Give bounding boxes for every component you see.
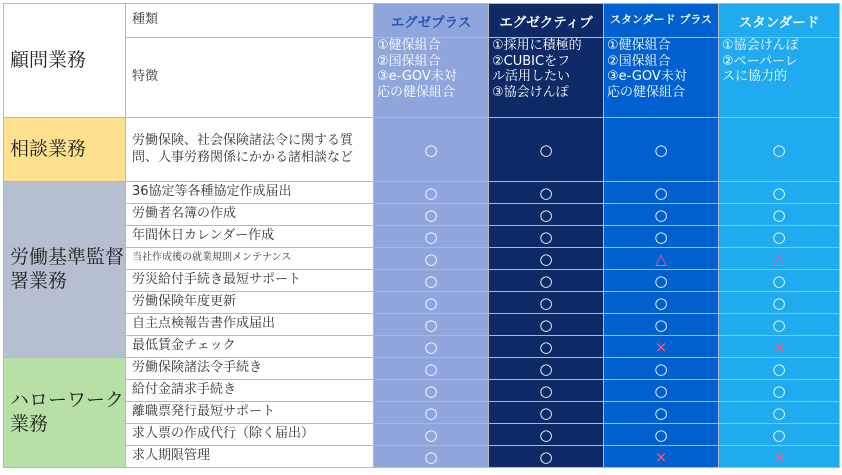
plan-features-exe-plus: ①健保組合 ②国保組合 ③e-GOV未対 応の健保組合 [374, 38, 489, 118]
mark-cell: ○ [374, 446, 489, 468]
mark-cell: ○ [719, 402, 840, 424]
row-label: 労働保険、社会保険諸法令に関する質問、人事労務関係にかかる諸相談など [126, 118, 374, 182]
mark-cell: × [719, 336, 840, 358]
row-label: 自主点検報告書作成届出 [126, 314, 374, 336]
plan-name-standard: スタンダード [719, 4, 840, 38]
mark-cell: ○ [489, 446, 604, 468]
mark-cell: ○ [374, 424, 489, 446]
mark-cell: ○ [374, 292, 489, 314]
table-row [4, 446, 840, 468]
mark-cell: ○ [374, 204, 489, 226]
mark-cell: ○ [719, 182, 840, 204]
table-row [4, 336, 840, 358]
mark-cell: ○ [374, 380, 489, 402]
row-label: 労働保険諸法令手続き [126, 358, 374, 380]
category-roudou-kijun: 労働基準監督署業務 [4, 182, 126, 358]
mark-cell: △ [604, 248, 719, 270]
mark-cell: ○ [719, 204, 840, 226]
row-label: 労災給付手続き最短サポート [126, 270, 374, 292]
row-label: 当社作成後の就業規則メンテナンス [126, 248, 374, 270]
mark-cell: ○ [719, 226, 840, 248]
table-row [4, 358, 840, 380]
mark-cell: ○ [489, 314, 604, 336]
mark-cell: ○ [489, 336, 604, 358]
mark-cell: ○ [489, 270, 604, 292]
mark-cell: ○ [719, 424, 840, 446]
mark-cell: × [604, 336, 719, 358]
mark-cell: ○ [374, 226, 489, 248]
plan-comparison-table [3, 3, 840, 468]
mark-cell: × [604, 446, 719, 468]
plan-name-executive: エグゼクティブ [489, 4, 604, 38]
mark-cell: × [719, 446, 840, 468]
category-komon: 顧問業務 [4, 4, 126, 118]
table-row [4, 226, 840, 248]
table-row [4, 292, 840, 314]
mark-cell: ○ [374, 248, 489, 270]
plan-features-standard-plus: ①健保組合 ②国保組合 ③e-GOV未対 応の健保組合 [604, 38, 719, 118]
row-label: 労働保険年度更新 [126, 292, 374, 314]
mark-cell: ○ [604, 358, 719, 380]
plan-features-standard: ①協会けんぽ ②ペーパーレ スに協力的 [719, 38, 840, 118]
row-label: 求人票の作成代行（除く届出） [126, 424, 374, 446]
mark-cell: ○ [604, 226, 719, 248]
row-label: 離職票発行最短サポート [126, 402, 374, 424]
mark-cell: ○ [489, 204, 604, 226]
mark-cell: ○ [604, 380, 719, 402]
category-hellowork: ハローワーク業務 [4, 358, 126, 468]
plan-name-exe-plus: エグゼプラス [374, 4, 489, 38]
table-row [4, 248, 840, 270]
mark-cell: ○ [604, 204, 719, 226]
header-type-label: 種類 [126, 4, 374, 38]
mark-cell: ○ [719, 380, 840, 402]
mark-cell: ○ [489, 118, 604, 182]
row-label: 36協定等各種協定作成届出 [126, 182, 374, 204]
table-row [4, 118, 840, 182]
mark-cell: ○ [374, 118, 489, 182]
row-label: 求人期限管理 [126, 446, 374, 468]
mark-cell: △ [719, 248, 840, 270]
mark-cell: ○ [719, 314, 840, 336]
mark-cell: ○ [374, 314, 489, 336]
category-sodan: 相談業務 [4, 118, 126, 182]
mark-cell: ○ [489, 248, 604, 270]
mark-cell: ○ [604, 118, 719, 182]
mark-cell: ○ [719, 292, 840, 314]
row-label: 年間休日カレンダー作成 [126, 226, 374, 248]
mark-cell: ○ [489, 292, 604, 314]
plan-features-executive: ①採用に積極的 ②CUBICをフ ル活用したい ③協会けんぽ [489, 38, 604, 118]
mark-cell: ○ [604, 292, 719, 314]
mark-cell: ○ [489, 182, 604, 204]
mark-cell: ○ [374, 182, 489, 204]
mark-cell: ○ [719, 270, 840, 292]
mark-cell: ○ [489, 226, 604, 248]
mark-cell: ○ [374, 358, 489, 380]
mark-cell: ○ [719, 358, 840, 380]
mark-cell: ○ [489, 402, 604, 424]
mark-cell: ○ [374, 336, 489, 358]
row-label: 最低賃金チェック [126, 336, 374, 358]
mark-cell: ○ [489, 358, 604, 380]
mark-cell: ○ [604, 182, 719, 204]
table-row [4, 270, 840, 292]
mark-cell: ○ [604, 424, 719, 446]
mark-cell: ○ [489, 424, 604, 446]
mark-cell: ○ [489, 380, 604, 402]
mark-cell: ○ [604, 402, 719, 424]
mark-cell: ○ [374, 402, 489, 424]
table-row [4, 204, 840, 226]
row-label: 労働者名簿の作成 [126, 204, 374, 226]
table-row [4, 402, 840, 424]
mark-cell: ○ [374, 270, 489, 292]
mark-cell: ○ [604, 270, 719, 292]
table-row [4, 380, 840, 402]
header-feature-label: 特徴 [126, 38, 374, 118]
plan-name-standard-plus: スタンダード プラス [604, 4, 719, 38]
table-row [4, 314, 840, 336]
mark-cell: ○ [604, 314, 719, 336]
table-row [4, 424, 840, 446]
row-label: 給付金請求手続き [126, 380, 374, 402]
mark-cell: ○ [719, 118, 840, 182]
table-row [4, 182, 840, 204]
